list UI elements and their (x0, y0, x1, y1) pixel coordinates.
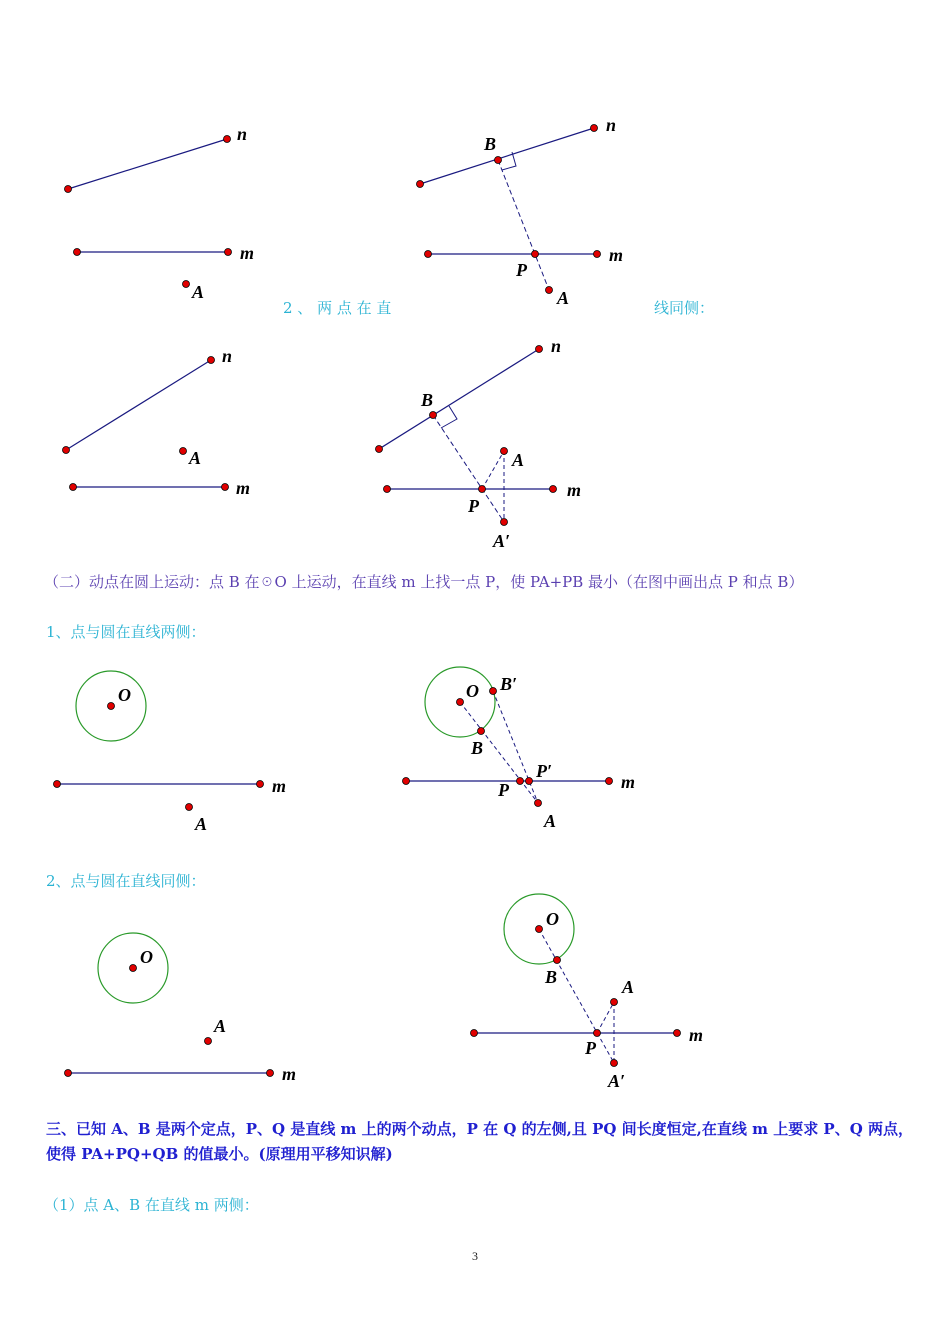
point (417, 181, 424, 188)
part-3-heading (46, 1117, 916, 1167)
point-B (430, 412, 437, 419)
point (384, 486, 391, 493)
label-m: m (621, 772, 636, 792)
label-n: n (551, 336, 562, 356)
point-P (479, 486, 486, 493)
point-A (501, 448, 508, 455)
label-m: m (689, 1025, 704, 1045)
label-m: m (240, 243, 255, 263)
point (403, 778, 410, 785)
point-B-prime (490, 688, 497, 695)
point (74, 249, 81, 256)
point-O (108, 703, 115, 710)
point (591, 125, 598, 132)
sub-1-heading: （1）点 A、B 在直线 m 两侧： (44, 1196, 259, 1214)
label-B: B (484, 134, 497, 154)
label-O: O (118, 685, 131, 705)
figure-4-given (65, 933, 297, 1084)
point (594, 251, 601, 258)
segment-PA-dashed (597, 1002, 614, 1033)
point (536, 346, 543, 353)
point (425, 251, 432, 258)
figure-2-solution (376, 336, 582, 551)
label-O: O (466, 681, 479, 701)
point-O (457, 699, 464, 706)
point-A (546, 287, 553, 294)
label-A-prime: A′ (608, 1071, 626, 1091)
point-O (536, 926, 543, 933)
section-2-heading-left: 2 、 两 点 在 直 (283, 299, 392, 317)
point-A (205, 1038, 212, 1045)
label-B-prime: B′ (500, 674, 518, 694)
label-m: m (272, 776, 287, 796)
figure-3-given (54, 671, 287, 834)
label-n: n (237, 124, 248, 144)
label-A: A (544, 811, 557, 831)
part-3-line-1: 三、已知 A、B 是两个定点，P、Q 是直线 m 上的两个动点，P 在 Q 的左侧,且 PQ 间长度恒定,在直线 m 上要求 P、Q 两点， (46, 1120, 914, 1138)
line-n (420, 128, 594, 184)
point-A (180, 448, 187, 455)
label-A: A (512, 450, 525, 470)
point-P (532, 251, 539, 258)
case-1-heading: 1、点与圆在直线两侧： (46, 623, 206, 641)
segment-O-A-prime-dashed (539, 929, 614, 1063)
point-O (130, 965, 137, 972)
point (550, 486, 557, 493)
point (376, 446, 383, 453)
point-P (517, 778, 524, 785)
label-B: B (545, 967, 558, 987)
label-A: A (214, 1016, 227, 1036)
point (225, 249, 232, 256)
label-P: P (468, 496, 479, 516)
label-A: A (189, 448, 202, 468)
point-B (554, 957, 561, 964)
label-B: B (421, 390, 434, 410)
point (257, 781, 264, 788)
point-A (186, 804, 193, 811)
line-n (66, 360, 211, 450)
case-2-heading: 2、点与圆在直线同侧： (46, 872, 206, 890)
figure-1-solution (417, 115, 624, 308)
label-O: O (140, 947, 153, 967)
figure-2-given (63, 346, 251, 498)
point (208, 357, 215, 364)
figure-1-given (65, 124, 255, 302)
label-P: P (498, 780, 509, 800)
point-P (594, 1030, 601, 1037)
label-O: O (546, 909, 559, 929)
point (63, 447, 70, 454)
point (471, 1030, 478, 1037)
point-A-prime (501, 519, 508, 526)
part-2-title: （二）动点在圆上运动：点 B 在☉O 上运动，在直线 m 上找一点 P，使 PA+PB 最小（在图中画出点 P 和点 B） (44, 573, 804, 591)
point (267, 1070, 274, 1077)
label-n: n (606, 115, 617, 135)
label-A: A (192, 282, 205, 302)
point-P-prime (526, 778, 533, 785)
label-P: P (516, 260, 527, 280)
point-A (183, 281, 190, 288)
line-n (68, 139, 227, 189)
point-A (611, 999, 618, 1006)
point (606, 778, 613, 785)
section-2-heading-right: 线同侧： (654, 299, 715, 317)
point (224, 136, 231, 143)
label-n: n (222, 346, 233, 366)
line-n (379, 349, 539, 449)
point-B (495, 157, 502, 164)
label-P-prime: P′ (536, 761, 553, 781)
point (65, 186, 72, 193)
label-m: m (236, 478, 251, 498)
label-m: m (567, 480, 582, 500)
segment-PA-dashed (482, 451, 504, 489)
label-P: P (585, 1038, 596, 1058)
label-m: m (282, 1064, 297, 1084)
page-number: 3 (472, 1249, 478, 1263)
point-A (535, 800, 542, 807)
label-B: B (471, 738, 484, 758)
label-A: A (557, 288, 570, 308)
figure-3-solution (403, 667, 636, 831)
point (65, 1070, 72, 1077)
point (674, 1030, 681, 1037)
part-3-line-2: 使得 PA+PQ+QB 的值最小。(原理用平移知识解) (46, 1145, 393, 1163)
label-A: A (622, 977, 635, 997)
label-A-prime: A′ (493, 531, 511, 551)
point-A-prime (611, 1060, 618, 1067)
right-angle-mark (502, 152, 516, 170)
label-A: A (195, 814, 208, 834)
point (70, 484, 77, 491)
point (54, 781, 61, 788)
point-B (478, 728, 485, 735)
label-m: m (609, 245, 624, 265)
figure-4-solution (471, 894, 704, 1091)
point (222, 484, 229, 491)
